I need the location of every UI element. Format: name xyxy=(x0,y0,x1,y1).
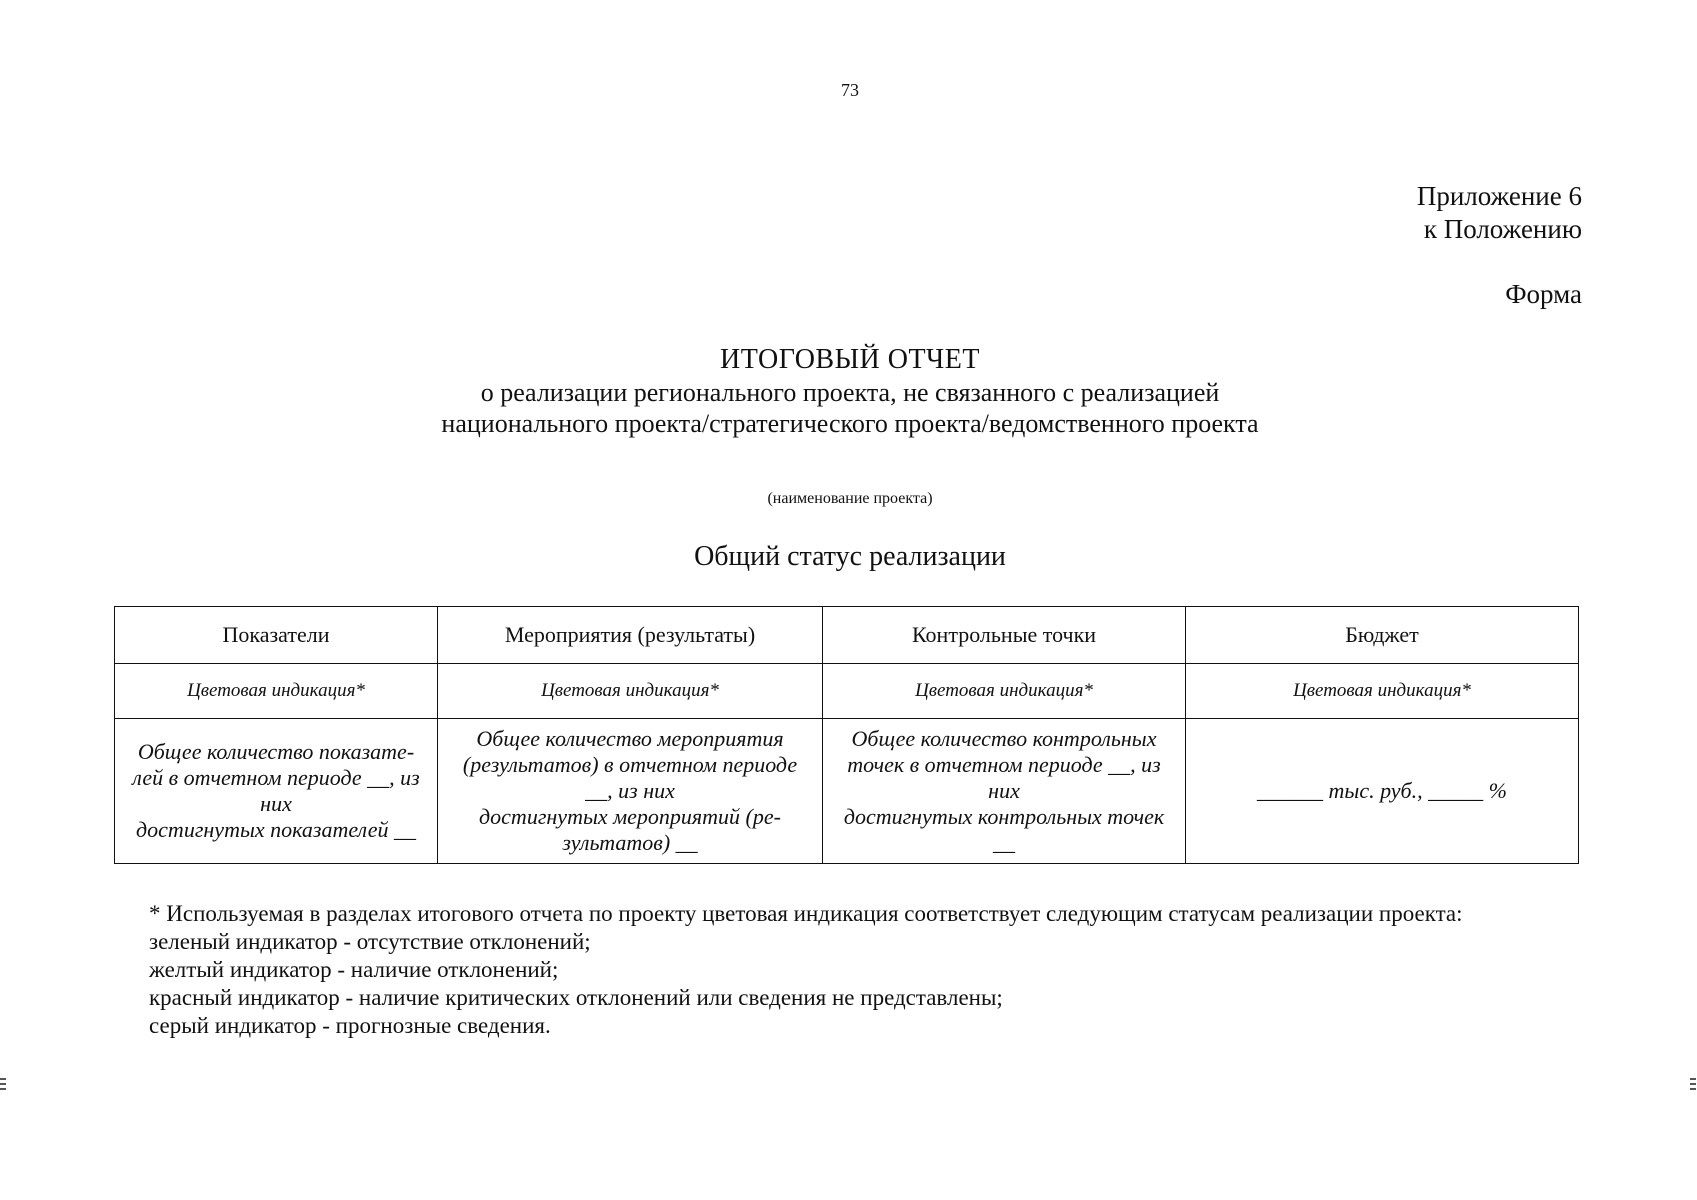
title-line-2: о реализации регионального проекта, не связанного с реализацией xyxy=(480,378,1220,407)
table-header-row xyxy=(115,607,1579,664)
footnote-line-4: красный индикатор - наличие критических отклонений или сведения не представлены; xyxy=(149,985,1003,1010)
header-checkpoints: Контрольные точки xyxy=(823,607,1186,664)
appendix-line-2: к Положению xyxy=(1423,214,1582,244)
table-totals-row xyxy=(115,719,1579,864)
footnote-line-1: * Используемая в разделах итогового отчета по проекту цветовая индикация соответствует следующим статусам реализации проекта: xyxy=(149,901,1463,926)
scan-edge-mark xyxy=(0,1078,6,1080)
title-line-3: национального проекта/стратегического проекта/ведомственного проекта xyxy=(441,409,1259,438)
project-name-caption: (наименование проекта) xyxy=(767,490,933,507)
appendix-line-1: Приложение 6 xyxy=(1416,181,1582,211)
scan-edge-mark xyxy=(0,1083,6,1085)
header-activities: Мероприятия (результаты) xyxy=(438,607,823,664)
table-indication-row xyxy=(115,664,1579,719)
appendix-reference xyxy=(1417,180,1582,246)
page-number: 73 xyxy=(841,80,859,100)
title-main: ИТОГОВЫЙ ОТЧЕТ xyxy=(720,344,980,375)
footnote xyxy=(149,900,1463,1040)
status-table xyxy=(114,606,1579,864)
status-heading: Общий статус реализации xyxy=(694,541,1006,572)
totals-activities: Общее количество мероприятия (результатов) в отчетном периоде __, из них достигнутых мероприятий (ре- зультатов) __ xyxy=(438,719,823,864)
footnote-line-5: серый индикатор - прогнозные сведения. xyxy=(149,1013,551,1038)
indication-activities: Цветовая индикация* xyxy=(438,664,823,719)
indication-checkpoints: Цветовая индикация* xyxy=(823,664,1186,719)
totals-indicators: Общее количество показате- лей в отчетном периоде __, из них достигнутых показателей __ xyxy=(115,719,438,864)
totals-budget: ______ тыс. руб., _____ % xyxy=(1186,719,1579,864)
form-label: Форма xyxy=(1505,279,1582,309)
indication-budget: Цветовая индикация* xyxy=(1186,664,1579,719)
scan-edge-mark xyxy=(1690,1088,1696,1090)
footnote-line-3: желтый индикатор - наличие отклонений; xyxy=(149,957,559,982)
indication-indicators: Цветовая индикация* xyxy=(115,664,438,719)
header-indicators: Показатели xyxy=(115,607,438,664)
scan-edge-mark xyxy=(1690,1083,1696,1085)
header-budget: Бюджет xyxy=(1186,607,1579,664)
document-title xyxy=(0,343,1697,439)
scan-edge-mark xyxy=(1690,1078,1696,1080)
footnote-line-2: зеленый индикатор - отсутствие отклонений; xyxy=(149,929,591,954)
scan-edge-mark xyxy=(0,1088,6,1090)
totals-checkpoints: Общее количество контрольных точек в отчетном периоде __, из них достигнутых контрольных точек __ xyxy=(823,719,1186,864)
